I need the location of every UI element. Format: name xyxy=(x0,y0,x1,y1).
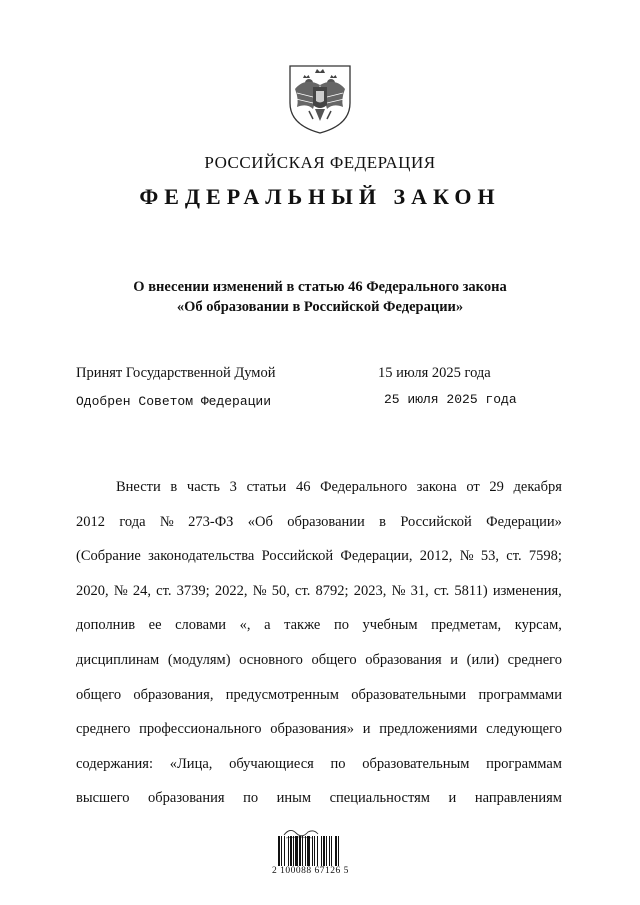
body-line: среднего профессионального образования» и предложениями следующего xyxy=(76,721,562,738)
council-approval-label: Одобрен Советом Федерации xyxy=(76,394,272,409)
subject-line-1: О внесении изменений в статью 46 Федерального закона xyxy=(133,279,507,295)
law-subject xyxy=(0,277,640,317)
council-approval-date: 25 июля 2025 года xyxy=(384,392,517,407)
barcode-icon xyxy=(278,836,366,866)
body-line: дополнив ее словами «, а также по учебным предметам, курсам, xyxy=(76,617,562,634)
body-line: дисциплинам (модулям) основного общего образования и (или) среднего xyxy=(76,651,562,668)
body-line: общего образования, предусмотренным образовательными программами xyxy=(76,686,562,703)
body-line: (Собрание законодательства Российской Федерации, 2012, № 53, ст. 7598; xyxy=(76,548,562,565)
law-type-title: ФЕДЕРАЛЬНЫЙ ЗАКОН xyxy=(139,184,501,209)
body-line: 2020, № 24, ст. 3739; 2022, № 50, ст. 8792; 2023, № 31, ст. 5811) изменения, xyxy=(76,582,562,599)
body-line: Внести в часть 3 статьи 46 Федерального закона от 29 декабря xyxy=(116,479,562,495)
body-line: содержания: «Лица, обучающиеся по образовательным программам xyxy=(76,755,562,772)
barcode-number: 2 100088 67126 5 xyxy=(272,866,349,876)
duma-adoption-label: Принят Государственной Думой xyxy=(76,365,276,381)
body-line: высшего образования по иным специальностям и направлениям xyxy=(76,790,562,807)
coat-of-arms-icon xyxy=(287,63,353,135)
law-body-text xyxy=(76,470,562,816)
body-line: 2012 года № 273-ФЗ «Об образовании в Российской Федерации» xyxy=(76,513,562,530)
subject-line-2: «Об образовании в Российской Федерации» xyxy=(176,299,464,315)
duma-adoption-date: 15 июля 2025 года xyxy=(378,365,491,381)
country-heading: РОССИЙСКАЯ ФЕДЕРАЦИЯ xyxy=(204,153,436,172)
